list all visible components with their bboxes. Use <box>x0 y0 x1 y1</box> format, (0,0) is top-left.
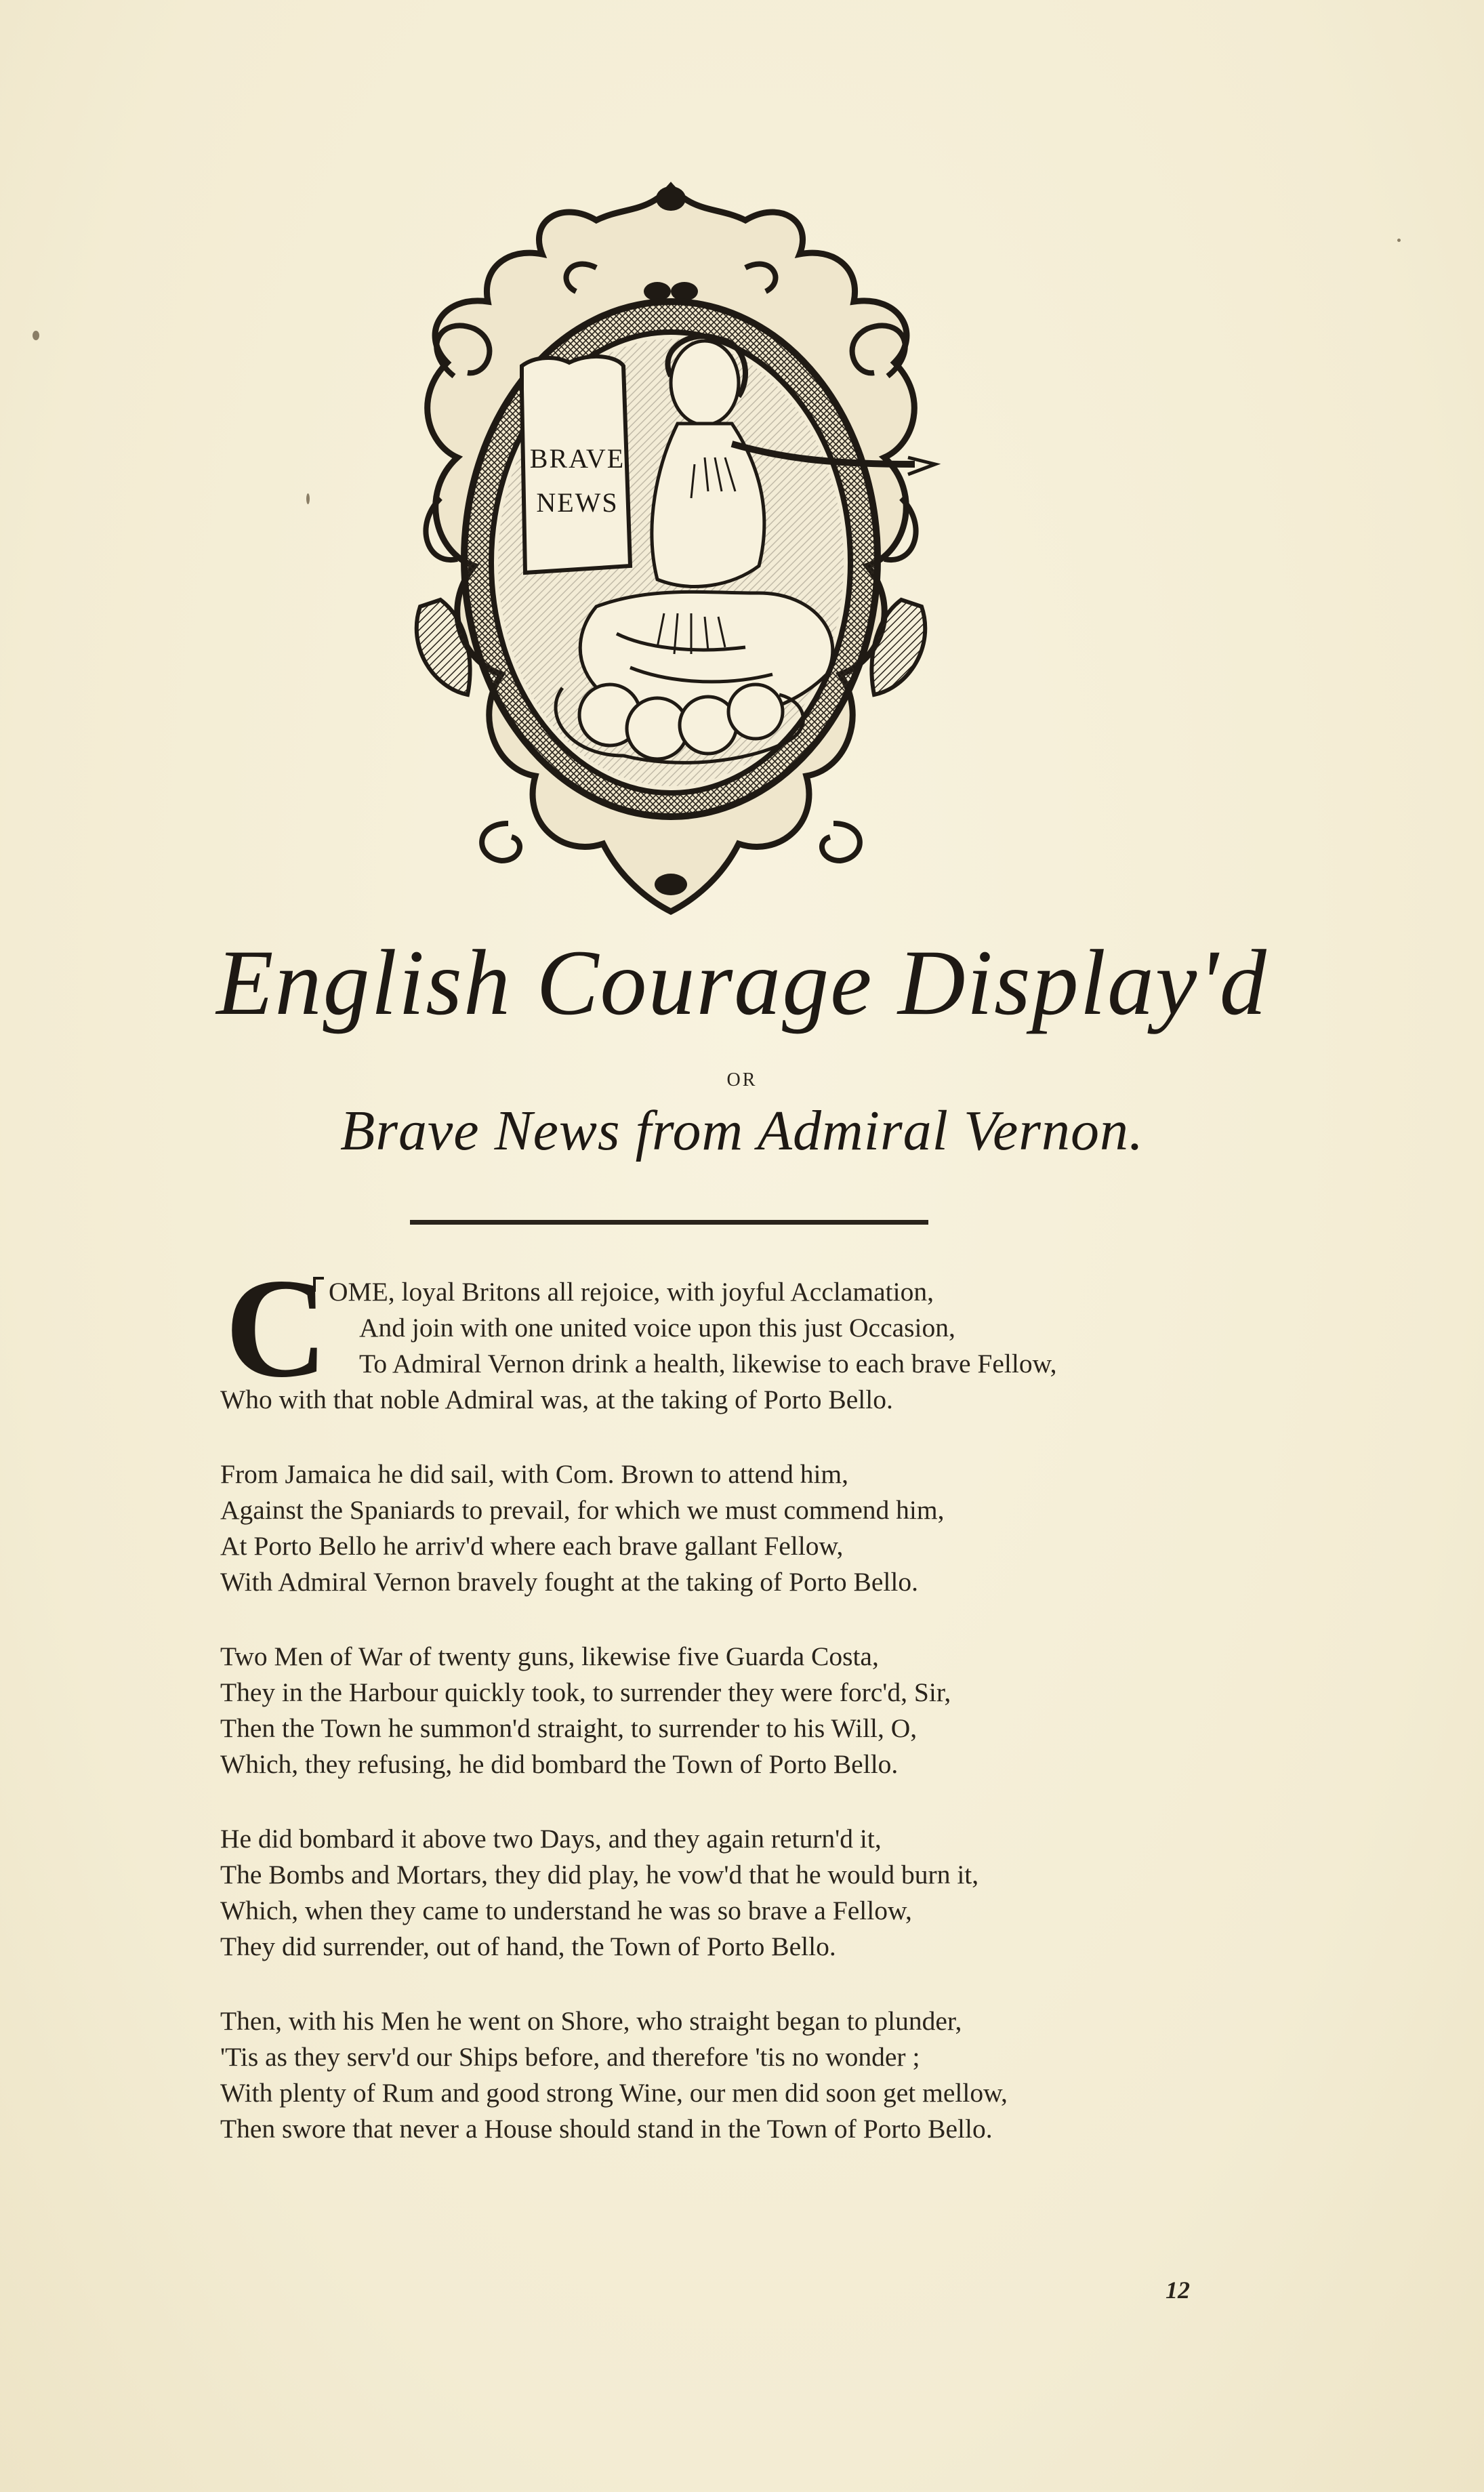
drop-cap: C <box>225 1250 328 1407</box>
poem-line: OME, loyal Britons all rejoice, with joyful Acclamation, <box>329 1277 934 1307</box>
paper-speck <box>306 493 310 504</box>
poem-line: Against the Spaniards to prevail, for which we must commend him, <box>220 1495 945 1525</box>
page-title: English Courage Display'd <box>216 931 1268 1034</box>
tablet-line-2: NEWS <box>536 487 619 518</box>
drop-cap-mark <box>313 1277 324 1292</box>
poem-line: From Jamaica he did sail, with Com. Brown to attend him, <box>220 1459 849 1489</box>
poem-line: Then the Town he summon'd straight, to surrender to his Will, O, <box>220 1713 918 1743</box>
stanza-3 <box>220 1639 1237 1782</box>
stanza-2 <box>220 1456 1237 1600</box>
title-conjunction: OR <box>726 1069 758 1090</box>
ornamental-emblem <box>339 173 1003 932</box>
poem-line: The Bombs and Mortars, they did play, he vow'd that he would burn it, <box>220 1860 979 1890</box>
paper-speck <box>1397 239 1401 242</box>
poem-line: Which, when they came to understand he was so brave a Fellow, <box>220 1896 912 1925</box>
tablet-line-1: BRAVE <box>529 443 625 474</box>
poem-line: He did bombard it above two Days, and they again return'd it, <box>220 1824 882 1854</box>
page-subtitle: Brave News from Admiral Vernon. <box>340 1099 1144 1162</box>
poem-line: To Admiral Vernon drink a health, likewise to each brave Fellow, <box>359 1349 1057 1378</box>
poem-line: Then, with his Men he went on Shore, who straight began to plunder, <box>220 2006 962 2036</box>
frame-illustration <box>339 173 1003 932</box>
poem-line: And join with one united voice upon this just Occasion, <box>359 1313 955 1343</box>
poem-line: 'Tis as they serv'd our Ships before, and therefore 'tis no wonder ; <box>220 2042 920 2072</box>
poem-line: With Admiral Vernon bravely fought at the taking of Porto Bello. <box>220 1567 918 1597</box>
title-rule <box>410 1220 928 1225</box>
poem-line: At Porto Bello he arriv'd where each brave gallant Fellow, <box>220 1531 844 1561</box>
stanza-4 <box>220 1821 1237 1965</box>
poem-line: Which, they refusing, he did bombard the Town of Porto Bello. <box>220 1749 899 1779</box>
poem-line: With plenty of Rum and good strong Wine, our men did soon get mellow, <box>220 2078 1008 2108</box>
stanza-1 <box>220 1250 1237 1418</box>
poem <box>220 1250 1237 2186</box>
poem-line: Two Men of War of twenty guns, likewise five Guarda Costa, <box>220 1641 879 1671</box>
paper-speck <box>33 331 39 340</box>
poem-line: They did surrender, out of hand, the Town of Porto Bello. <box>220 1932 836 1961</box>
poem-line: Then swore that never a House should stand in the Town of Porto Bello. <box>220 2114 993 2144</box>
stanza-5 <box>220 2003 1237 2147</box>
page-number: 12 <box>1166 2276 1190 2304</box>
poem-line: They in the Harbour quickly took, to surrender they were forc'd, Sir, <box>220 1677 951 1707</box>
poem-line: Who with that noble Admiral was, at the taking of Porto Bello. <box>220 1385 893 1414</box>
